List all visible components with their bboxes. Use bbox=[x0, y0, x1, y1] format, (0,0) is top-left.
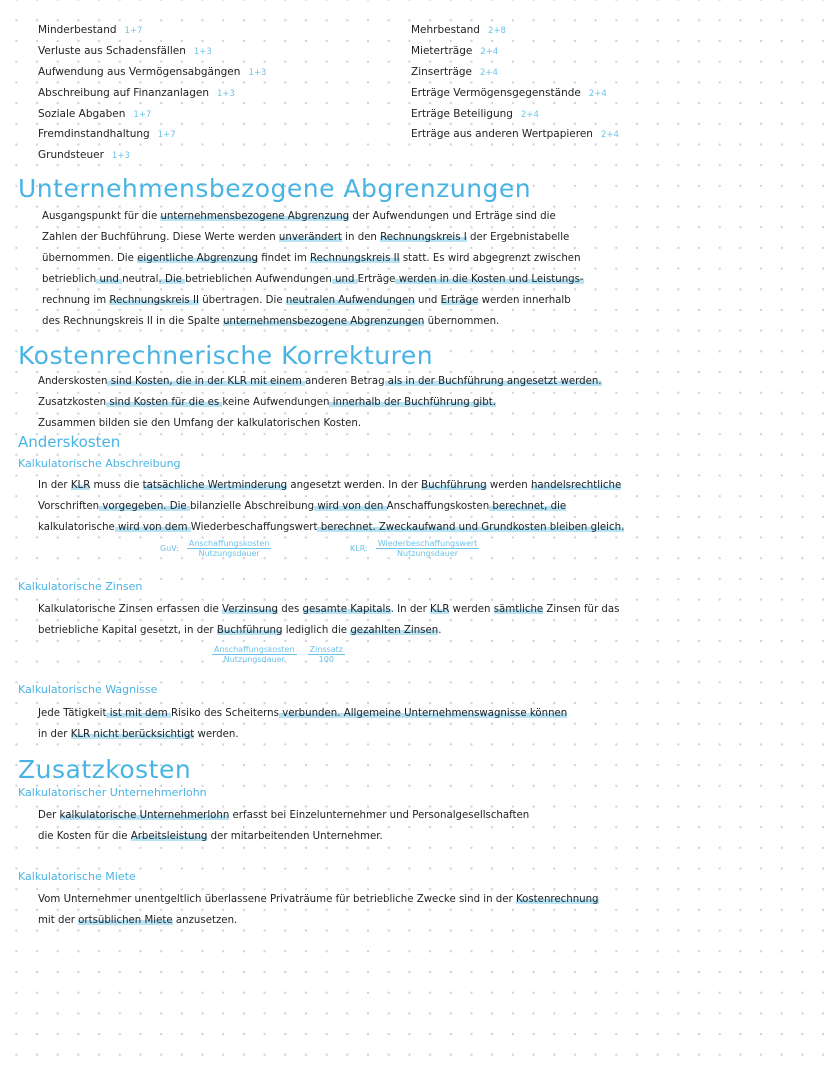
text-segment: die Kosten für die bbox=[38, 831, 131, 842]
paragraph-zinsen bbox=[38, 599, 619, 641]
text-line bbox=[38, 392, 602, 413]
paragraph-abgrenzungen bbox=[42, 206, 584, 332]
text-line bbox=[38, 805, 529, 826]
highlighted-term: verbunden. Allgemeine Unternehmenswagnisse können bbox=[278, 708, 568, 719]
highlighted-term: KLR bbox=[430, 604, 450, 615]
text-segment: der mitarbeitenden Unternehmer. bbox=[207, 831, 383, 842]
text-line bbox=[38, 826, 529, 847]
text-segment: der Ergebnistabelle bbox=[466, 232, 570, 243]
list-item: Zinserträge 2+4 bbox=[411, 66, 498, 78]
text-segment: In der bbox=[38, 480, 71, 491]
text-segment: Ausgangspunkt für die bbox=[42, 211, 161, 222]
text-segment: übertragen. Die bbox=[198, 295, 286, 306]
text-segment: mit der bbox=[38, 915, 79, 926]
text-segment: neutral bbox=[122, 274, 159, 285]
text-segment: . In der bbox=[390, 604, 430, 615]
section-title-zusatzkosten: Zusatzkosten bbox=[18, 755, 192, 784]
highlighted-term: Buchführung bbox=[216, 625, 283, 636]
text-segment: lediglich die bbox=[282, 625, 351, 636]
highlighted-term: gezahlten Zinsen bbox=[350, 625, 439, 636]
paragraph-korrekturen bbox=[38, 371, 602, 434]
text-segment: Erträge bbox=[357, 274, 396, 285]
text-segment: findet im bbox=[257, 253, 311, 264]
list-item: Minderbestand 1+7 bbox=[38, 24, 143, 36]
list-item: Abschreibung auf Finanzanlagen 1+3 bbox=[38, 87, 235, 99]
highlighted-term: kalkulatorische Unternehmerlohn bbox=[59, 810, 230, 821]
highlighted-term: werden in die Kosten und Leistungs- bbox=[395, 274, 584, 285]
highlighted-term: sämtliche bbox=[493, 604, 544, 615]
text-segment: kalkulatorische bbox=[38, 522, 115, 533]
text-segment: übernommen. bbox=[424, 316, 500, 327]
paragraph-wagnisse bbox=[38, 703, 567, 745]
highlighted-term: unverändert bbox=[278, 232, 342, 243]
heading-kalk-miete: Kalkulatorische Miete bbox=[18, 870, 136, 883]
text-segment: erfasst bei Einzelunternehmer und Personalgesellschaften bbox=[229, 810, 530, 821]
highlighted-term: neutralen Aufwendungen bbox=[285, 295, 415, 306]
paragraph-miete bbox=[38, 889, 599, 931]
list-item: Fremdinstandhaltung 1+7 bbox=[38, 128, 176, 140]
highlighted-term: wird von den bbox=[314, 501, 387, 512]
text-line bbox=[42, 290, 584, 311]
text-line bbox=[42, 311, 584, 332]
highlighted-term: berechnet. Zweckaufwand und Grundkosten bleiben gleich. bbox=[317, 522, 625, 533]
text-segment: statt. Es wird abgegrenzt zwischen bbox=[399, 253, 581, 264]
text-segment: rechnung im bbox=[42, 295, 110, 306]
text-segment: werden. bbox=[194, 729, 239, 740]
text-line bbox=[42, 248, 584, 269]
text-segment: in der bbox=[38, 729, 71, 740]
text-segment: anderen Betrag bbox=[305, 376, 385, 387]
highlighted-term: Rechnungskreis II bbox=[109, 295, 199, 306]
text-segment: Zusatzkosten bbox=[38, 397, 107, 408]
heading-kalk-abschreibung: Kalkulatorische Abschreibung bbox=[18, 457, 181, 470]
text-segment: muss die bbox=[90, 480, 143, 491]
text-line bbox=[38, 724, 567, 745]
text-segment: Zinsen für das bbox=[543, 604, 620, 615]
highlighted-term: Buchführung bbox=[421, 480, 487, 491]
formula-klr: KLR: $\frac{\text{Wiederbeschaffungswert}}{\text{Nutzungsdauer}}$ bbox=[350, 539, 478, 558]
highlighted-term: Verzinsung bbox=[222, 604, 278, 615]
highlighted-term: Rechnungskreis II bbox=[310, 253, 400, 264]
text-line bbox=[38, 620, 619, 641]
list-item: Erträge aus anderen Wertpapieren 2+4 bbox=[411, 128, 619, 140]
text-segment: Risiko des Scheiterns bbox=[170, 708, 279, 719]
text-segment: Anschaffungskosten bbox=[386, 501, 490, 512]
text-segment: angesetzt werden. In der bbox=[287, 480, 422, 491]
text-segment: betrieblich bbox=[42, 274, 97, 285]
highlighted-term: unternehmensbezogene Abgrenzungen bbox=[222, 316, 425, 327]
text-segment: des Rechnungskreis II in die Spalte bbox=[42, 316, 223, 327]
highlighted-term: ortsüblichen Miete bbox=[78, 915, 173, 926]
section-title-korrekturen: Kostenrechnerische Korrekturen bbox=[18, 341, 434, 370]
text-segment: Zusammen bilden sie den Umfang der kalkulatorischen Kosten. bbox=[38, 418, 362, 429]
section-title-abgrenzungen: Unternehmensbezogene Abgrenzungen bbox=[18, 174, 532, 203]
text-segment: Vorschriften bbox=[38, 501, 100, 512]
highlighted-term: und bbox=[96, 274, 123, 285]
highlighted-term: gesamte Kapitals bbox=[302, 604, 391, 615]
highlighted-term: unternehmensbezogene Abgrenzung bbox=[160, 211, 350, 222]
text-line bbox=[38, 910, 599, 931]
text-segment: Kalkulatorische Zinsen erfassen die bbox=[38, 604, 223, 615]
heading-kalk-wagnisse: Kalkulatorische Wagnisse bbox=[18, 683, 158, 696]
list-item: Aufwendung aus Vermögensabgängen 1+3 bbox=[38, 66, 267, 78]
highlighted-term: und bbox=[331, 274, 358, 285]
text-line bbox=[38, 517, 624, 538]
paragraph-unternehmerlohn bbox=[38, 805, 529, 847]
heading-kalk-zinsen: Kalkulatorische Zinsen bbox=[18, 580, 143, 593]
text-segment: des bbox=[277, 604, 303, 615]
highlighted-term: eigentliche Abgrenzung bbox=[137, 253, 258, 264]
text-segment: Jede Tätigkeit bbox=[38, 708, 107, 719]
highlighted-term: . Die bbox=[158, 274, 186, 285]
list-item: Grundsteuer 1+3 bbox=[38, 149, 130, 161]
highlighted-term: berechnet, die bbox=[489, 501, 567, 512]
text-segment: . bbox=[438, 625, 442, 636]
text-line bbox=[38, 703, 567, 724]
text-segment: Der bbox=[38, 810, 60, 821]
list-item: Mehrbestand 2+8 bbox=[411, 24, 506, 36]
text-line bbox=[42, 206, 584, 227]
highlighted-term: KLR nicht berücksichtigt bbox=[70, 729, 195, 740]
text-line bbox=[38, 496, 624, 517]
highlighted-term: sind Kosten für die es bbox=[106, 397, 223, 408]
text-line bbox=[38, 413, 602, 434]
text-segment: werden bbox=[449, 604, 494, 615]
text-line bbox=[38, 889, 599, 910]
highlighted-term: tatsächliche Wertminderung bbox=[142, 480, 288, 491]
highlighted-term: handelsrechtliche bbox=[530, 480, 622, 491]
text-line bbox=[38, 475, 624, 496]
text-segment: Anderskosten bbox=[38, 376, 108, 387]
heading-anderskosten: Anderskosten bbox=[18, 433, 121, 451]
text-segment: keine Aufwendungen bbox=[222, 397, 330, 408]
heading-kalk-unternehmerlohn: Kalkulatorischer Unternehmerlohn bbox=[18, 786, 207, 799]
text-segment: übernommen. Die bbox=[42, 253, 138, 264]
text-line bbox=[42, 269, 584, 290]
text-segment: der Aufwendungen und Erträge sind die bbox=[349, 211, 556, 222]
text-segment: anzusetzen. bbox=[172, 915, 238, 926]
list-item: Erträge Vermögensgegenstände 2+4 bbox=[411, 87, 607, 99]
highlighted-term: vorgegeben. Die bbox=[99, 501, 190, 512]
highlighted-term: ist mit dem bbox=[106, 708, 171, 719]
highlighted-term: KLR bbox=[70, 480, 91, 491]
text-segment: Wiederbeschaffungswert bbox=[190, 522, 318, 533]
formula-zinsen: $\frac{\text{Anschaffungskosten}}{\text{Nutzungsdauer}}$ $\frac{\text{Zinssatz}}{100}$ bbox=[214, 645, 343, 664]
highlighted-term: Erträge bbox=[440, 295, 479, 306]
list-item: Verluste aus Schadensfällen 1+3 bbox=[38, 45, 212, 57]
list-item: Mieterträge 2+4 bbox=[411, 45, 499, 57]
text-segment: Zahlen der Buchführung. Diese Werte werden bbox=[42, 232, 279, 243]
highlighted-term: sind Kosten, die in der KLR mit einem bbox=[107, 376, 306, 387]
formula-guv: GuV: $\frac{\text{Anschaffungskosten}}{\text{Nutzungsdauer}}$ bbox=[160, 539, 270, 558]
text-segment: betriebliche Kapital gesetzt, in der bbox=[38, 625, 217, 636]
list-item: Soziale Abgaben 1+7 bbox=[38, 108, 152, 120]
text-segment: und bbox=[414, 295, 441, 306]
highlighted-term: Rechnungskreis I bbox=[380, 232, 467, 243]
text-line bbox=[42, 227, 584, 248]
highlighted-term: innerhalb der Buchführung gibt. bbox=[329, 397, 496, 408]
highlighted-term: wird von dem bbox=[114, 522, 191, 533]
highlighted-term: Kostenrechnung bbox=[515, 894, 599, 905]
text-segment: werden innerhalb bbox=[478, 295, 571, 306]
list-item: Erträge Beteiligung 2+4 bbox=[411, 108, 539, 120]
highlighted-term: Arbeitsleistung bbox=[130, 831, 208, 842]
text-line bbox=[38, 599, 619, 620]
text-segment: betrieblichen Aufwendungen bbox=[185, 274, 332, 285]
text-line bbox=[38, 371, 602, 392]
text-segment: Vom Unternehmer unentgeltlich überlassene Privaträume für betriebliche Zwecke sind in der bbox=[38, 894, 516, 905]
text-segment: werden bbox=[486, 480, 531, 491]
paragraph-abschreibung bbox=[38, 475, 624, 538]
text-segment: bilanzielle Abschreibung bbox=[189, 501, 315, 512]
text-segment: in den bbox=[341, 232, 381, 243]
highlighted-term: als in der Buchführung angesetzt werden. bbox=[384, 376, 602, 387]
